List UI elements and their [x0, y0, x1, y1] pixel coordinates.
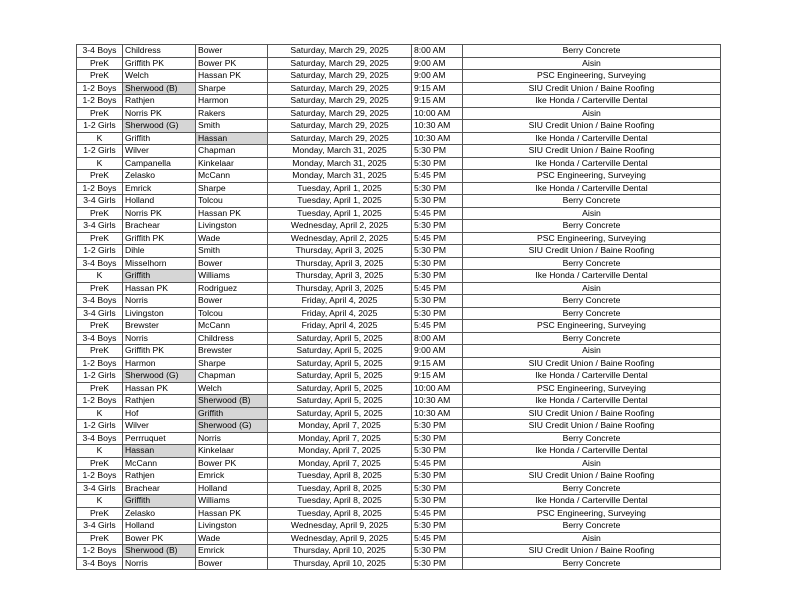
division-cell: PreK — [77, 107, 123, 120]
table-row — [77, 295, 721, 308]
table-row — [77, 382, 721, 395]
away-team-cell: Kinkelaar — [196, 157, 268, 170]
away-team-cell: Norris — [196, 432, 268, 445]
away-team-cell: Brewster — [196, 345, 268, 358]
time-cell: 5:30 PM — [412, 245, 463, 258]
date-cell: Thursday, April 10, 2025 — [268, 557, 412, 570]
home-team-cell: Bower PK — [123, 532, 196, 545]
date-cell: Wednesday, April 2, 2025 — [268, 220, 412, 233]
away-team-cell: Chapman — [196, 145, 268, 158]
table-row — [77, 270, 721, 283]
division-cell: 1-2 Boys — [77, 545, 123, 558]
away-team-cell: Kinkelaar — [196, 445, 268, 458]
division-cell: 3-4 Boys — [77, 295, 123, 308]
table-row — [77, 470, 721, 483]
time-cell: 5:30 PM — [412, 270, 463, 283]
time-cell: 5:45 PM — [412, 320, 463, 333]
table-row — [77, 232, 721, 245]
sponsor-cell: Berry Concrete — [463, 520, 721, 533]
table-row — [77, 70, 721, 83]
sponsor-cell: SIU Credit Union / Baine Roofing — [463, 357, 721, 370]
date-cell: Friday, April 4, 2025 — [268, 295, 412, 308]
sponsor-cell: Berry Concrete — [463, 220, 721, 233]
table-row — [77, 357, 721, 370]
away-team-cell: Hassan PK — [196, 507, 268, 520]
division-cell: PreK — [77, 170, 123, 183]
division-cell: 1-2 Girls — [77, 145, 123, 158]
time-cell: 10:00 AM — [412, 107, 463, 120]
time-cell: 5:30 PM — [412, 557, 463, 570]
table-row — [77, 82, 721, 95]
division-cell: K — [77, 445, 123, 458]
away-team-cell: Tolcou — [196, 307, 268, 320]
home-team-cell: Griffith PK — [123, 345, 196, 358]
table-row — [77, 445, 721, 458]
home-team-cell: Perrruquet — [123, 432, 196, 445]
sponsor-cell: Ike Honda / Carterville Dental — [463, 182, 721, 195]
sponsor-cell: PSC Engineering, Surveying — [463, 170, 721, 183]
division-cell: 1-2 Girls — [77, 420, 123, 433]
date-cell: Thursday, April 3, 2025 — [268, 245, 412, 258]
sponsor-cell: Berry Concrete — [463, 257, 721, 270]
table-row — [77, 457, 721, 470]
sponsor-cell: Ike Honda / Carterville Dental — [463, 132, 721, 145]
time-cell: 5:30 PM — [412, 470, 463, 483]
time-cell: 9:00 AM — [412, 70, 463, 83]
date-cell: Friday, April 4, 2025 — [268, 320, 412, 333]
home-team-cell: Norris — [123, 295, 196, 308]
division-cell: K — [77, 270, 123, 283]
sponsor-cell: Berry Concrete — [463, 195, 721, 208]
away-team-cell: Emrick — [196, 470, 268, 483]
home-team-cell: Dihle — [123, 245, 196, 258]
away-team-cell: Rakers — [196, 107, 268, 120]
table-row — [77, 482, 721, 495]
date-cell: Tuesday, April 1, 2025 — [268, 207, 412, 220]
time-cell: 9:00 AM — [412, 57, 463, 70]
date-cell: Thursday, April 3, 2025 — [268, 270, 412, 283]
table-row — [77, 57, 721, 70]
date-cell: Thursday, April 10, 2025 — [268, 545, 412, 558]
table-row — [77, 245, 721, 258]
sponsor-cell: Berry Concrete — [463, 307, 721, 320]
date-cell: Wednesday, April 9, 2025 — [268, 532, 412, 545]
date-cell: Saturday, March 29, 2025 — [268, 95, 412, 108]
time-cell: 5:45 PM — [412, 507, 463, 520]
division-cell: 1-2 Girls — [77, 245, 123, 258]
home-team-cell: Harmon — [123, 357, 196, 370]
home-team-cell: Wilver — [123, 145, 196, 158]
away-team-cell: Rodriguez — [196, 282, 268, 295]
division-cell: PreK — [77, 507, 123, 520]
date-cell: Saturday, April 5, 2025 — [268, 382, 412, 395]
away-team-cell: Emrick — [196, 545, 268, 558]
away-team-cell: Bower PK — [196, 57, 268, 70]
table-row — [77, 195, 721, 208]
home-team-cell: Rathjen — [123, 95, 196, 108]
table-row — [77, 220, 721, 233]
home-team-cell: Griffith — [123, 132, 196, 145]
sponsor-cell: Aisin — [463, 345, 721, 358]
sponsor-cell: Ike Honda / Carterville Dental — [463, 95, 721, 108]
date-cell: Thursday, April 3, 2025 — [268, 257, 412, 270]
home-team-cell: Rathjen — [123, 470, 196, 483]
home-team-cell: Norris PK — [123, 107, 196, 120]
time-cell: 5:30 PM — [412, 295, 463, 308]
home-team-cell: McCann — [123, 457, 196, 470]
away-team-cell: Livingston — [196, 220, 268, 233]
division-cell: PreK — [77, 382, 123, 395]
away-team-cell: Bower — [196, 295, 268, 308]
division-cell: 3-4 Boys — [77, 45, 123, 58]
division-cell: 1-2 Girls — [77, 370, 123, 383]
date-cell: Saturday, March 29, 2025 — [268, 132, 412, 145]
home-team-cell: Norris — [123, 332, 196, 345]
division-cell: 1-2 Boys — [77, 82, 123, 95]
home-team-cell: Sherwood (G) — [123, 370, 196, 383]
home-team-cell: Campanella — [123, 157, 196, 170]
away-team-cell: McCann — [196, 320, 268, 333]
time-cell: 10:30 AM — [412, 395, 463, 408]
date-cell: Tuesday, April 1, 2025 — [268, 182, 412, 195]
time-cell: 10:30 AM — [412, 132, 463, 145]
home-team-cell: Hassan — [123, 445, 196, 458]
sponsor-cell: Aisin — [463, 207, 721, 220]
time-cell: 8:00 AM — [412, 332, 463, 345]
sponsor-cell: SIU Credit Union / Baine Roofing — [463, 82, 721, 95]
table-row — [77, 132, 721, 145]
table-row — [77, 395, 721, 408]
away-team-cell: Sharpe — [196, 82, 268, 95]
division-cell: PreK — [77, 70, 123, 83]
home-team-cell: Holland — [123, 195, 196, 208]
division-cell: PreK — [77, 282, 123, 295]
time-cell: 10:30 AM — [412, 120, 463, 133]
away-team-cell: Wade — [196, 532, 268, 545]
division-cell: PreK — [77, 232, 123, 245]
sponsor-cell: PSC Engineering, Surveying — [463, 320, 721, 333]
date-cell: Saturday, April 5, 2025 — [268, 407, 412, 420]
division-cell: 3-4 Boys — [77, 557, 123, 570]
home-team-cell: Livingston — [123, 307, 196, 320]
sponsor-cell: PSC Engineering, Surveying — [463, 232, 721, 245]
away-team-cell: Griffith — [196, 407, 268, 420]
sponsor-cell: SIU Credit Union / Baine Roofing — [463, 245, 721, 258]
time-cell: 5:45 PM — [412, 232, 463, 245]
away-team-cell: Holland — [196, 482, 268, 495]
away-team-cell: Wade — [196, 232, 268, 245]
home-team-cell: Zelasko — [123, 507, 196, 520]
schedule-body — [77, 45, 721, 570]
division-cell: 1-2 Girls — [77, 120, 123, 133]
home-team-cell: Norris — [123, 557, 196, 570]
time-cell: 5:45 PM — [412, 170, 463, 183]
time-cell: 5:30 PM — [412, 432, 463, 445]
time-cell: 5:30 PM — [412, 182, 463, 195]
table-row — [77, 207, 721, 220]
sponsor-cell: Ike Honda / Carterville Dental — [463, 445, 721, 458]
date-cell: Saturday, March 29, 2025 — [268, 107, 412, 120]
table-row — [77, 170, 721, 183]
sponsor-cell: SIU Credit Union / Baine Roofing — [463, 470, 721, 483]
time-cell: 5:30 PM — [412, 145, 463, 158]
time-cell: 9:15 AM — [412, 95, 463, 108]
home-team-cell: Sherwood (B) — [123, 82, 196, 95]
away-team-cell: Bower — [196, 257, 268, 270]
home-team-cell: Wilver — [123, 420, 196, 433]
home-team-cell: Emrick — [123, 182, 196, 195]
table-row — [77, 157, 721, 170]
date-cell: Monday, April 7, 2025 — [268, 457, 412, 470]
division-cell: 3-4 Boys — [77, 432, 123, 445]
home-team-cell: Brachear — [123, 482, 196, 495]
away-team-cell: Hassan — [196, 132, 268, 145]
division-cell: 3-4 Girls — [77, 520, 123, 533]
away-team-cell: Sherwood (B) — [196, 395, 268, 408]
home-team-cell: Hassan PK — [123, 282, 196, 295]
away-team-cell: Williams — [196, 495, 268, 508]
sponsor-cell: Berry Concrete — [463, 45, 721, 58]
division-cell: 1-2 Boys — [77, 395, 123, 408]
date-cell: Friday, April 4, 2025 — [268, 307, 412, 320]
table-row — [77, 332, 721, 345]
sponsor-cell: SIU Credit Union / Baine Roofing — [463, 407, 721, 420]
sponsor-cell: Aisin — [463, 57, 721, 70]
home-team-cell: Norris PK — [123, 207, 196, 220]
away-team-cell: Bower PK — [196, 457, 268, 470]
sponsor-cell: Ike Honda / Carterville Dental — [463, 395, 721, 408]
time-cell: 5:45 PM — [412, 282, 463, 295]
time-cell: 5:30 PM — [412, 520, 463, 533]
table-row — [77, 407, 721, 420]
table-row — [77, 370, 721, 383]
date-cell: Tuesday, April 8, 2025 — [268, 507, 412, 520]
time-cell: 9:00 AM — [412, 345, 463, 358]
date-cell: Tuesday, April 8, 2025 — [268, 482, 412, 495]
time-cell: 5:45 PM — [412, 207, 463, 220]
time-cell: 5:30 PM — [412, 445, 463, 458]
home-team-cell: Rathjen — [123, 395, 196, 408]
home-team-cell: Hof — [123, 407, 196, 420]
home-team-cell: Brewster — [123, 320, 196, 333]
home-team-cell: Childress — [123, 45, 196, 58]
home-team-cell: Griffith PK — [123, 232, 196, 245]
away-team-cell: Sharpe — [196, 182, 268, 195]
time-cell: 5:30 PM — [412, 482, 463, 495]
schedule-table — [76, 44, 721, 570]
date-cell: Monday, March 31, 2025 — [268, 145, 412, 158]
date-cell: Monday, April 7, 2025 — [268, 432, 412, 445]
table-row — [77, 145, 721, 158]
time-cell: 5:30 PM — [412, 257, 463, 270]
away-team-cell: Tolcou — [196, 195, 268, 208]
table-row — [77, 495, 721, 508]
away-team-cell: Smith — [196, 120, 268, 133]
division-cell: 3-4 Boys — [77, 257, 123, 270]
away-team-cell: Welch — [196, 382, 268, 395]
table-row — [77, 95, 721, 108]
date-cell: Saturday, March 29, 2025 — [268, 70, 412, 83]
division-cell: 3-4 Girls — [77, 482, 123, 495]
division-cell: PreK — [77, 532, 123, 545]
sponsor-cell: Aisin — [463, 532, 721, 545]
away-team-cell: Hassan PK — [196, 207, 268, 220]
table-row — [77, 307, 721, 320]
time-cell: 10:00 AM — [412, 382, 463, 395]
home-team-cell: Griffith PK — [123, 57, 196, 70]
date-cell: Tuesday, April 8, 2025 — [268, 495, 412, 508]
time-cell: 5:45 PM — [412, 532, 463, 545]
home-team-cell: Zelasko — [123, 170, 196, 183]
time-cell: 5:30 PM — [412, 220, 463, 233]
date-cell: Wednesday, April 2, 2025 — [268, 232, 412, 245]
home-team-cell: Griffith — [123, 495, 196, 508]
table-row — [77, 420, 721, 433]
date-cell: Monday, April 7, 2025 — [268, 445, 412, 458]
time-cell: 9:15 AM — [412, 370, 463, 383]
table-row — [77, 107, 721, 120]
date-cell: Tuesday, April 1, 2025 — [268, 195, 412, 208]
table-row — [77, 120, 721, 133]
away-team-cell: Childress — [196, 332, 268, 345]
division-cell: 3-4 Girls — [77, 195, 123, 208]
sponsor-cell: Berry Concrete — [463, 295, 721, 308]
division-cell: PreK — [77, 57, 123, 70]
home-team-cell: Brachear — [123, 220, 196, 233]
sponsor-cell: Ike Honda / Carterville Dental — [463, 495, 721, 508]
division-cell: K — [77, 495, 123, 508]
date-cell: Saturday, March 29, 2025 — [268, 45, 412, 58]
table-row — [77, 557, 721, 570]
division-cell: PreK — [77, 207, 123, 220]
division-cell: 1-2 Boys — [77, 357, 123, 370]
sponsor-cell: PSC Engineering, Surveying — [463, 70, 721, 83]
table-row — [77, 45, 721, 58]
away-team-cell: Sherwood (G) — [196, 420, 268, 433]
date-cell: Saturday, March 29, 2025 — [268, 120, 412, 133]
sponsor-cell: SIU Credit Union / Baine Roofing — [463, 420, 721, 433]
sponsor-cell: PSC Engineering, Surveying — [463, 382, 721, 395]
time-cell: 5:30 PM — [412, 195, 463, 208]
time-cell: 5:30 PM — [412, 157, 463, 170]
date-cell: Saturday, April 5, 2025 — [268, 332, 412, 345]
sponsor-cell: Berry Concrete — [463, 332, 721, 345]
time-cell: 5:45 PM — [412, 457, 463, 470]
sponsor-cell: Aisin — [463, 457, 721, 470]
sponsor-cell: Berry Concrete — [463, 557, 721, 570]
home-team-cell: Welch — [123, 70, 196, 83]
date-cell: Saturday, April 5, 2025 — [268, 395, 412, 408]
table-row — [77, 257, 721, 270]
time-cell: 8:00 AM — [412, 45, 463, 58]
sponsor-cell: SIU Credit Union / Baine Roofing — [463, 545, 721, 558]
date-cell: Tuesday, April 8, 2025 — [268, 470, 412, 483]
time-cell: 9:15 AM — [412, 357, 463, 370]
division-cell: PreK — [77, 345, 123, 358]
date-cell: Monday, March 31, 2025 — [268, 170, 412, 183]
home-team-cell: Griffith — [123, 270, 196, 283]
home-team-cell: Sherwood (B) — [123, 545, 196, 558]
away-team-cell: Bower — [196, 45, 268, 58]
division-cell: K — [77, 407, 123, 420]
time-cell: 5:30 PM — [412, 545, 463, 558]
division-cell: K — [77, 157, 123, 170]
division-cell: PreK — [77, 457, 123, 470]
time-cell: 9:15 AM — [412, 82, 463, 95]
table-row — [77, 320, 721, 333]
division-cell: K — [77, 132, 123, 145]
sponsor-cell: Aisin — [463, 107, 721, 120]
date-cell: Monday, April 7, 2025 — [268, 420, 412, 433]
date-cell: Saturday, April 5, 2025 — [268, 345, 412, 358]
division-cell: 3-4 Girls — [77, 220, 123, 233]
time-cell: 5:30 PM — [412, 495, 463, 508]
away-team-cell: Bower — [196, 557, 268, 570]
division-cell: 1-2 Boys — [77, 95, 123, 108]
sponsor-cell: PSC Engineering, Surveying — [463, 507, 721, 520]
sponsor-cell: SIU Credit Union / Baine Roofing — [463, 145, 721, 158]
sponsor-cell: Ike Honda / Carterville Dental — [463, 157, 721, 170]
sponsor-cell: Berry Concrete — [463, 432, 721, 445]
date-cell: Saturday, March 29, 2025 — [268, 57, 412, 70]
table-row — [77, 182, 721, 195]
time-cell: 5:30 PM — [412, 420, 463, 433]
date-cell: Wednesday, April 9, 2025 — [268, 520, 412, 533]
table-row — [77, 432, 721, 445]
date-cell: Saturday, April 5, 2025 — [268, 370, 412, 383]
away-team-cell: Chapman — [196, 370, 268, 383]
division-cell: 1-2 Boys — [77, 470, 123, 483]
home-team-cell: Sherwood (G) — [123, 120, 196, 133]
sponsor-cell: SIU Credit Union / Baine Roofing — [463, 120, 721, 133]
date-cell: Monday, March 31, 2025 — [268, 157, 412, 170]
sponsor-cell: Aisin — [463, 282, 721, 295]
time-cell: 10:30 AM — [412, 407, 463, 420]
date-cell: Thursday, April 3, 2025 — [268, 282, 412, 295]
away-team-cell: Sharpe — [196, 357, 268, 370]
away-team-cell: McCann — [196, 170, 268, 183]
sponsor-cell: Ike Honda / Carterville Dental — [463, 270, 721, 283]
away-team-cell: Hassan PK — [196, 70, 268, 83]
away-team-cell: Smith — [196, 245, 268, 258]
division-cell: PreK — [77, 320, 123, 333]
table-row — [77, 520, 721, 533]
time-cell: 5:30 PM — [412, 307, 463, 320]
division-cell: 3-4 Boys — [77, 332, 123, 345]
home-team-cell: Misselhorn — [123, 257, 196, 270]
away-team-cell: Livingston — [196, 520, 268, 533]
away-team-cell: Williams — [196, 270, 268, 283]
table-row — [77, 345, 721, 358]
date-cell: Saturday, March 29, 2025 — [268, 82, 412, 95]
sponsor-cell: Berry Concrete — [463, 482, 721, 495]
table-row — [77, 532, 721, 545]
table-row — [77, 545, 721, 558]
date-cell: Saturday, April 5, 2025 — [268, 357, 412, 370]
home-team-cell: Hassan PK — [123, 382, 196, 395]
home-team-cell: Holland — [123, 520, 196, 533]
table-row — [77, 282, 721, 295]
division-cell: 1-2 Boys — [77, 182, 123, 195]
table-row — [77, 507, 721, 520]
away-team-cell: Harmon — [196, 95, 268, 108]
sponsor-cell: Ike Honda / Carterville Dental — [463, 370, 721, 383]
division-cell: 3-4 Girls — [77, 307, 123, 320]
